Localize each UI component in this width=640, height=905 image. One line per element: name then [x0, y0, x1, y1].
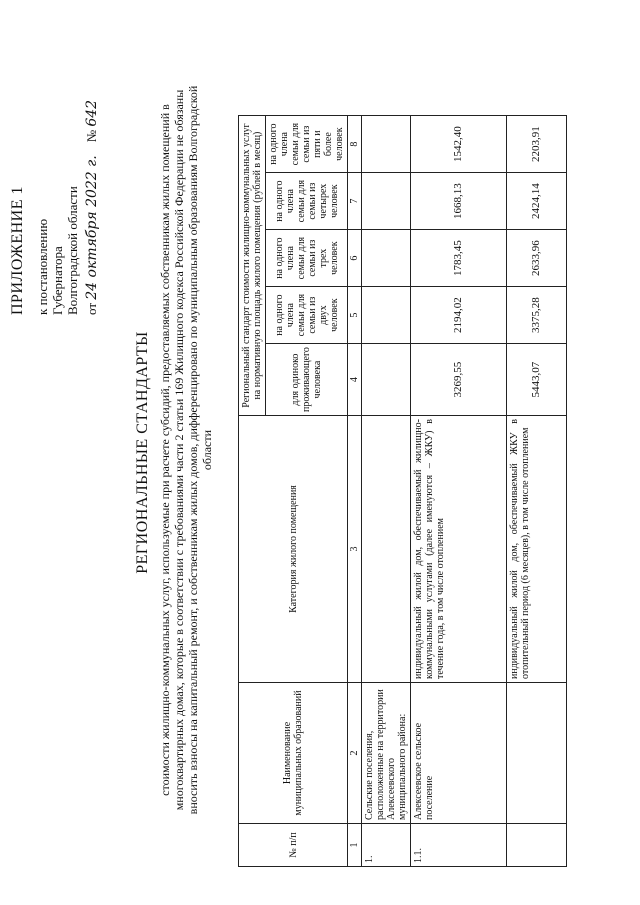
number-value: 642 [84, 99, 100, 127]
row-value: 2633,96 [507, 230, 567, 287]
header-single: для одиноко проживающего человека [266, 344, 348, 416]
col-number: 2 [348, 683, 362, 824]
annex-line-1: к постановлению [35, 218, 50, 315]
date-prefix: от [84, 302, 99, 315]
row-value [362, 230, 411, 287]
row-value: 5443,07 [507, 344, 567, 416]
row-value [362, 173, 411, 230]
col-number: 3 [348, 416, 362, 683]
header-three: на одного члена семьи для семьи из трех человек [266, 230, 348, 287]
row-name [507, 683, 567, 824]
row-value [362, 344, 411, 416]
row-value: 3375,28 [507, 287, 567, 344]
row-value [362, 116, 411, 173]
document-title: РЕГИОНАЛЬНЫЕ СТАНДАРТЫ [134, 331, 151, 574]
row-name: Алексеевское сельское поселение [411, 683, 507, 824]
annex-line-2: Губернатора [50, 246, 65, 315]
row-value [362, 287, 411, 344]
header-four: на одного члена семьи для семьи из четырех человек [266, 173, 348, 230]
row-value: 1783,45 [411, 230, 507, 287]
col-number: 6 [348, 230, 362, 287]
column-number-row [348, 116, 362, 867]
header-category: Категория жилого помещения [239, 416, 348, 683]
col-number: 4 [348, 344, 362, 416]
annex-block [10, 15, 100, 315]
col-number: 1 [348, 824, 362, 867]
row-category [362, 416, 411, 683]
header-name: Наименование муниципальных образований [239, 683, 348, 824]
document-subtitle: стоимости жилищно-коммунальных услуг, используемые при расчете субсидий, предоставляемых собственникам жилых помещений в многоквартирных домах, которые в соответствии с требованиями части 2 статьи 169 Жилищного кодекса Российской Федерации не обязаны вносить взносы на капитальный ремонт, и собственникам жилых домов, дифференцировано по муниципальным образованиям Волгоградской области [158, 85, 214, 815]
number-prefix: № [84, 129, 99, 143]
row-value: 1668,13 [411, 173, 507, 230]
header-no: № п/п [239, 824, 348, 867]
row-value: 1542,40 [411, 116, 507, 173]
table-row [411, 116, 507, 867]
row-value: 2424,14 [507, 173, 567, 230]
row-category: индивидуальный жилой дом, обеспечиваемый ЖКУ в отопительный период (6 месяцев), в том числе отоплением [507, 416, 567, 683]
row-value: 3269,55 [411, 344, 507, 416]
annex-heading: ПРИЛОЖЕНИЕ 1 [9, 185, 26, 315]
col-number: 5 [348, 287, 362, 344]
row-no [507, 824, 567, 867]
col-number: 7 [348, 173, 362, 230]
header-row [239, 116, 266, 867]
date-value: 24 октября 2022 г. [84, 155, 100, 300]
row-no: 1.1. [411, 824, 507, 867]
col-number: 8 [348, 116, 362, 173]
row-category: индивидуальный жилой дом, обеспечиваемый жилищно-коммунальными услугами (далее именуются – ЖКУ) в течение года, в том числе отоплением [411, 416, 507, 683]
header-five: на одного члена семьи для семьи из пяти и более человек [266, 116, 348, 173]
annex-date-line [84, 15, 100, 315]
row-value: 2194,02 [411, 287, 507, 344]
standards-table [238, 115, 567, 867]
table-row [362, 116, 411, 867]
header-two: на одного члена семьи для семьи из двух человек [266, 287, 348, 344]
header-standard: Региональный стандарт стоимости жилищно-коммунальных услуг на нормативную площадь жилого помещения (рублей в месяц) [239, 116, 266, 416]
table-row [507, 116, 567, 867]
row-name: Сельские поселения, расположенные на территории Алексеевского муниципального района: [362, 683, 411, 824]
annex-line-3: Волгоградской области [65, 186, 80, 315]
row-no: 1. [362, 824, 411, 867]
row-value: 2203,91 [507, 116, 567, 173]
